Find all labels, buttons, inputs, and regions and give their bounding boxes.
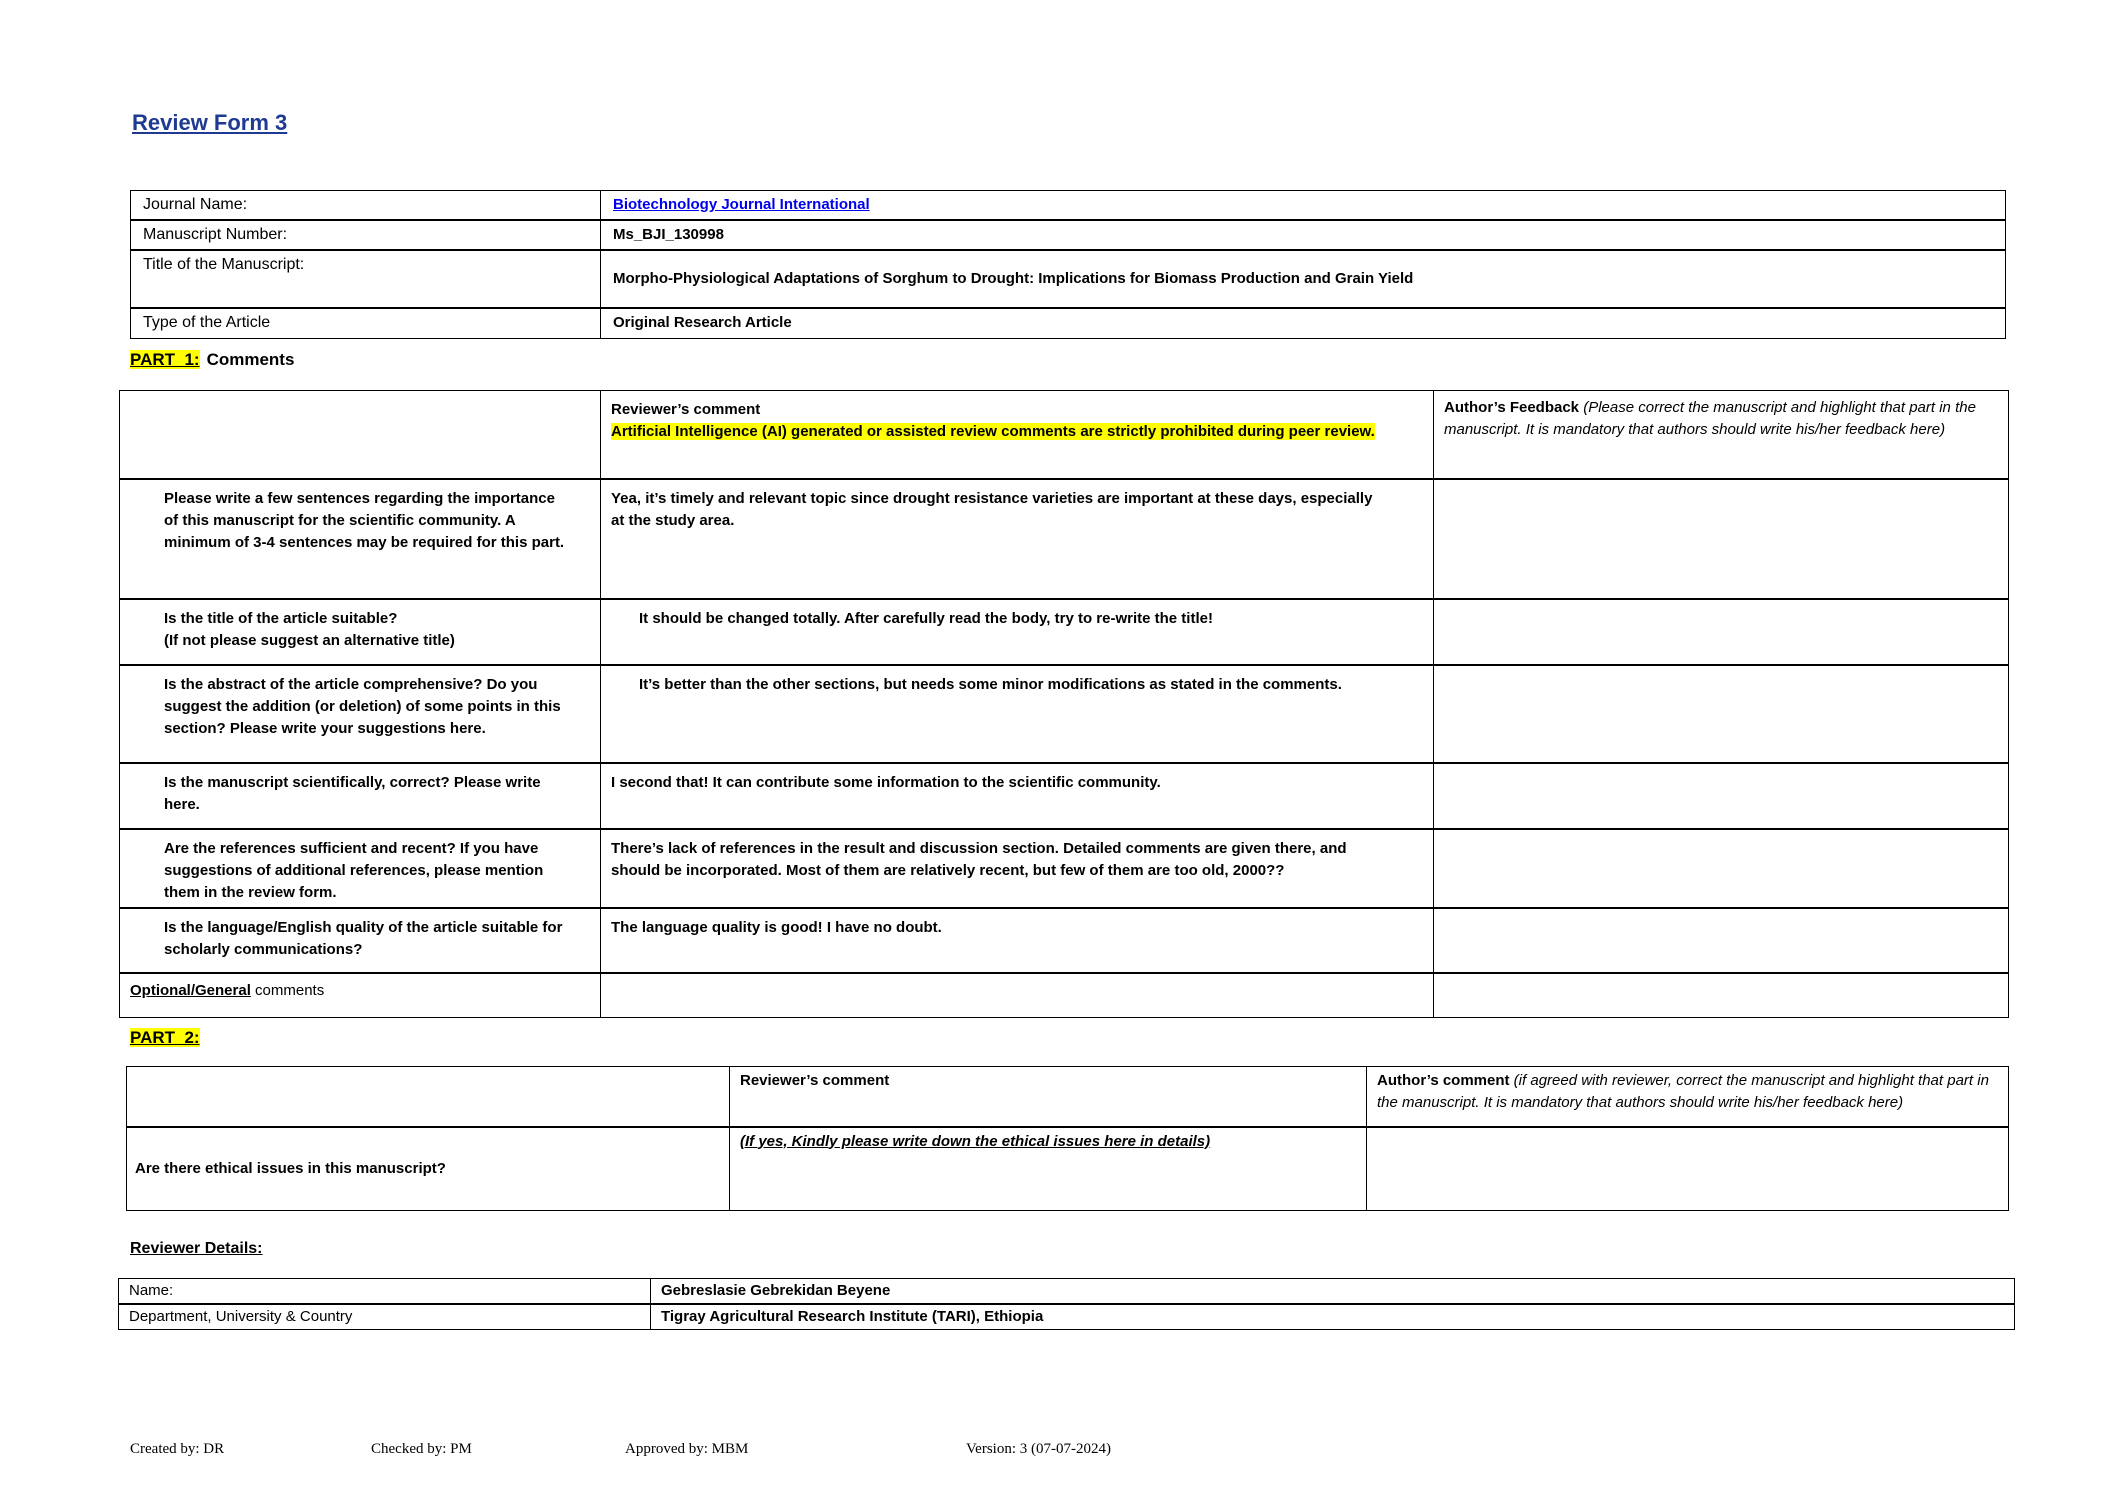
reviewer-comment-scientific: I second that! It can contribute some information to the scientific community.: [601, 763, 1434, 829]
author-comment-header: Author’s comment: [1377, 1072, 1510, 1089]
reviewer-comment-abstract: It’s better than the other sections, but needs some minor modifications as stated in the comments.: [601, 665, 1434, 763]
manuscript-number-value: Ms_BJI_130998: [601, 220, 2006, 250]
part2-heading-highlight: PART 2:: [130, 1028, 200, 1047]
part1-header-author-cell: [1434, 391, 2009, 479]
author-comment-note: (if agreed with reviewer, correct the manuscript and highlight that part in the manuscript. It is mandatory that authors should write his/her feedback here): [1377, 1072, 1989, 1111]
question-title-line2: (If not please suggest an alternative title): [164, 631, 455, 649]
author-feedback-header: Author’s Feedback: [1444, 399, 1580, 416]
footer-created-by: Created by: DR: [130, 1441, 225, 1457]
author-feedback-cell[interactable]: [1434, 908, 2009, 973]
ethical-issues-comment-text: (If yes, Kindly please write down the ethical issues here in details): [740, 1132, 1211, 1150]
author-feedback-cell[interactable]: [1367, 1127, 2009, 1211]
page-title: Review Form 3: [132, 110, 288, 135]
ai-notice-text: Artificial Intelligence (AI) generated or assisted review comments are strictly prohibited during peer review.: [611, 423, 1375, 440]
manuscript-info-table: [130, 190, 2006, 339]
ethical-issues-comment-cell[interactable]: [730, 1127, 1367, 1211]
author-feedback-cell[interactable]: [1434, 479, 2009, 599]
question-ethical-issues: Are there ethical issues in this manuscript?: [127, 1127, 730, 1211]
part2-header-reviewer-cell: Reviewer’s comment: [730, 1067, 1367, 1127]
author-feedback-cell[interactable]: [1434, 665, 2009, 763]
manuscript-title-label: Title of the Manuscript:: [131, 250, 601, 308]
part1-heading: [130, 350, 294, 370]
reviewer-comment-title: It should be changed totally. After carefully read the body, try to re-write the title!: [601, 599, 1434, 665]
part1-comments-table: [119, 390, 2009, 1018]
reviewer-details-table: [118, 1278, 2015, 1330]
journal-name-label: Journal Name:: [131, 191, 601, 221]
journal-name-link[interactable]: Biotechnology Journal International: [613, 196, 870, 213]
author-feedback-cell[interactable]: [1434, 973, 2009, 1018]
author-feedback-cell[interactable]: [1434, 763, 2009, 829]
question-references: Are the references sufficient and recent? If you have suggestions of additional references, please mention them in the review form.: [120, 829, 601, 908]
reviewer-comment-header: Reviewer’s comment: [611, 401, 761, 418]
optional-comments-label-cell: [120, 973, 601, 1018]
reviewer-comment-importance: Yea, it’s timely and relevant topic since drought resistance varieties are important at these days, especially at the study area.: [601, 479, 1434, 599]
manuscript-title-value: Morpho-Physiological Adaptations of Sorghum to Drought: Implications for Biomass Production and Grain Yield: [601, 250, 2006, 308]
reviewer-name-value: Gebreslasie Gebrekidan Beyene: [651, 1279, 2015, 1305]
part2-header-blank-cell: [127, 1067, 730, 1127]
reviewer-dept-label: Department, University & Country: [119, 1304, 651, 1330]
question-scientific: Is the manuscript scientifically, correct? Please write here.: [120, 763, 601, 829]
question-language: Is the language/English quality of the article suitable for scholarly communications?: [120, 908, 601, 973]
part1-header-blank-cell: [120, 391, 601, 479]
footer-checked-by: Checked by: PM: [371, 1441, 472, 1457]
question-title-suitable: [120, 599, 601, 665]
part2-heading: [130, 1028, 200, 1048]
author-feedback-cell[interactable]: [1434, 829, 2009, 908]
optional-reviewer-comment-cell[interactable]: [601, 973, 1434, 1018]
footer-approved-by: Approved by: MBM: [625, 1441, 749, 1457]
question-title-line1: Is the title of the article suitable?: [164, 609, 398, 627]
question-abstract: Is the abstract of the article comprehensive? Do you suggest the addition (or deletion) of some points in this section? Please write your suggestions here.: [120, 665, 601, 763]
reviewer-comment-references: There’s lack of references in the result and discussion section. Detailed comments are given there, and should be incorporated. Most of them are relatively recent, but few of them are too old, 2000??: [601, 829, 1434, 908]
author-feedback-note: (Please correct the manuscript and highlight that part in the manuscript. It is mandatory that authors should write his/her feedback here): [1444, 399, 1976, 438]
optional-comments-label-rest: comments: [250, 981, 325, 999]
article-type-value: Original Research Article: [601, 308, 2006, 338]
reviewer-dept-value: Tigray Agricultural Research Institute (TARI), Ethiopia: [651, 1304, 2015, 1330]
reviewer-comment-language: The language quality is good! I have no doubt.: [601, 908, 1434, 973]
manuscript-number-label: Manuscript Number:: [131, 220, 601, 250]
part1-header-reviewer-cell: [601, 391, 1434, 479]
part2-ethics-table: [126, 1066, 2009, 1211]
reviewer-name-label: Name:: [119, 1279, 651, 1305]
article-type-label: Type of the Article: [131, 308, 601, 338]
reviewer-details-heading: Reviewer Details:: [130, 1240, 263, 1257]
optional-comments-label-emph: Optional/General: [130, 981, 251, 999]
part1-heading-rest: Comments: [206, 350, 295, 369]
question-importance: Please write a few sentences regarding the importance of this manuscript for the scientific community. A minimum of 3-4 sentences may be required for this part.: [120, 479, 601, 599]
part2-header-author-cell: [1367, 1067, 2009, 1127]
ai-notice-line: [611, 421, 1383, 443]
footer-version: Version: 3 (07-07-2024): [966, 1441, 1111, 1457]
journal-name-cell: [601, 191, 2006, 221]
author-feedback-cell[interactable]: [1434, 599, 2009, 665]
part1-heading-highlight: PART 1:: [130, 350, 200, 369]
